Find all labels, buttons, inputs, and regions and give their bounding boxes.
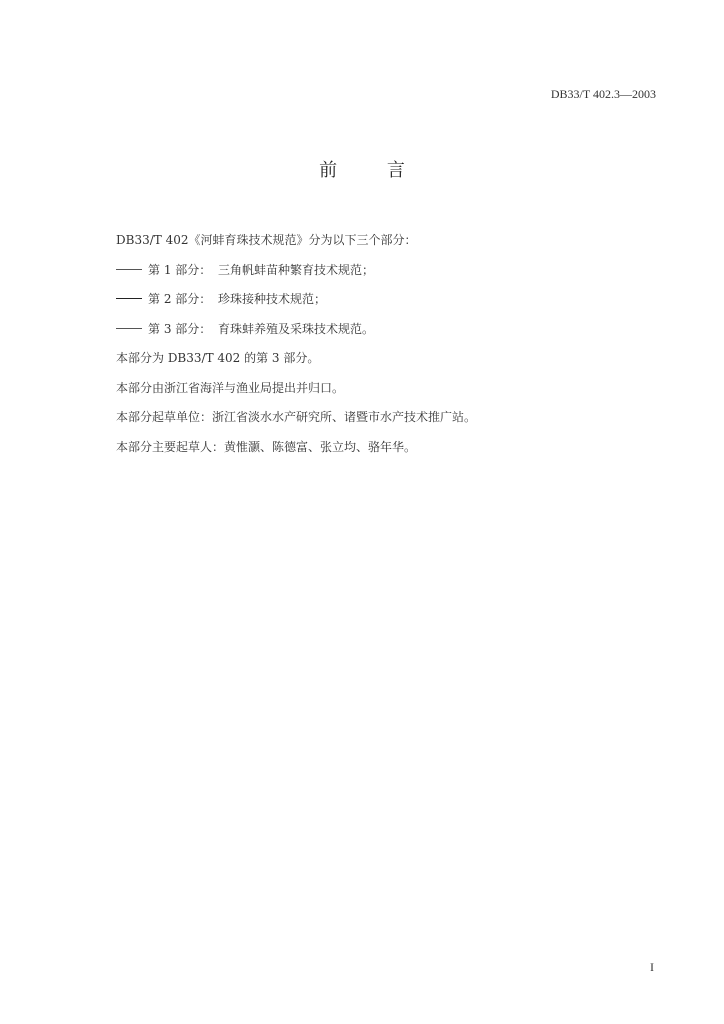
- dash-mark: [116, 298, 142, 299]
- statement-proposer: 本部分由浙江省海洋与渔业局提出并归口。: [116, 380, 345, 395]
- part-label: 第 3 部分：: [148, 321, 212, 336]
- page-title: 前 言: [319, 160, 427, 181]
- dash-mark: [116, 269, 142, 270]
- part-name: 珍珠接种技术规范；: [218, 292, 327, 306]
- page-number: I: [650, 960, 654, 974]
- part-list-item-2: [116, 291, 676, 321]
- intro-line: DB33/T 402《河蚌育珠技术规范》分为以下三个部分：: [116, 233, 417, 247]
- part-list-item-1: [116, 262, 676, 292]
- statement-part-number: 本部分为 DB33/T 402 的第 3 部分。: [116, 351, 320, 365]
- statement-drafters: 本部分主要起草人：黄惟灏、陈德富、张立均、骆年华。: [116, 439, 417, 454]
- dash-mark: [116, 328, 142, 329]
- part-list-item-3: [116, 321, 676, 351]
- statement-drafting-units: 本部分起草单位：浙江省淡水水产研究所、诸暨市水产技术推广站。: [116, 410, 477, 424]
- standard-code: DB33/T 402.3—2003: [550, 87, 656, 101]
- part-name: 三角帆蚌苗种繁育技术规范；: [218, 262, 375, 277]
- part-label: 第 1 部分：: [148, 262, 212, 277]
- part-name: 育珠蚌养殖及采珠技术规范。: [218, 321, 375, 336]
- document-body: [116, 232, 676, 468]
- part-label: 第 2 部分：: [148, 292, 212, 306]
